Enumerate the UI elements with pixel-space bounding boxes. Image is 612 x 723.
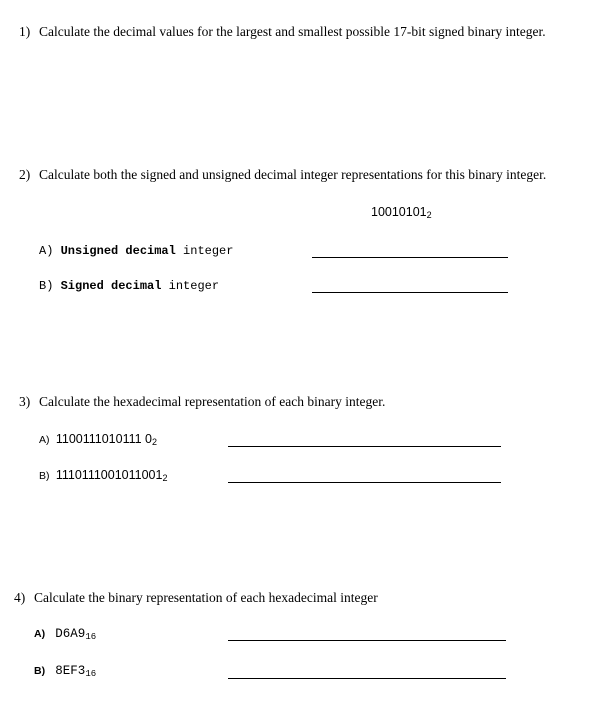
question-4a-base: 16: [85, 632, 97, 642]
question-3b-value: 1110111001011001: [55, 468, 163, 482]
question-2b-word-decimal: decimal: [111, 279, 162, 293]
question-2-text: Calculate both the signed and unsigned decimal integer representations for this binary integer.: [39, 167, 547, 182]
question-1: [19, 24, 546, 40]
question-2b-prefix: B): [39, 279, 54, 293]
question-2-number: 2): [19, 167, 31, 182]
question-2b-word-integer: integer: [168, 279, 220, 293]
question-2a-word-decimal: decimal: [125, 244, 176, 258]
question-2-binary-value: [371, 205, 432, 219]
question-2b-word-signed: Signed: [60, 279, 104, 293]
question-3b-answer-line[interactable]: [228, 482, 501, 483]
question-2b-label: [39, 279, 219, 293]
question-3b-base: 2: [162, 473, 168, 483]
question-1-number: 1): [19, 24, 31, 39]
question-2a-word-unsigned: Unsigned: [60, 244, 119, 258]
question-4b-prefix: B): [34, 665, 46, 677]
question-3a-base: 2: [152, 437, 158, 447]
question-2-base: 2: [426, 210, 432, 220]
question-4a-prefix: A): [34, 628, 46, 640]
question-3: [19, 394, 385, 410]
question-1-text: Calculate the decimal values for the largest and smallest possible 17-bit signed binary integer.: [39, 24, 546, 39]
question-2a-answer-line[interactable]: [312, 257, 508, 258]
question-4a-value: D6A9: [55, 627, 86, 641]
question-4-text: Calculate the binary representation of each hexadecimal integer: [34, 590, 378, 605]
question-3-text: Calculate the hexadecimal representation of each binary integer.: [39, 394, 386, 409]
question-4a-label: [34, 627, 96, 641]
question-4a-answer-line[interactable]: [228, 640, 506, 641]
question-3b-label: [39, 468, 167, 482]
question-2: [19, 167, 546, 183]
question-4b-label: [34, 664, 96, 678]
question-3a-value: 1100111010111 0: [55, 432, 153, 446]
question-4: [14, 590, 378, 606]
question-2a-label: [39, 244, 233, 258]
question-3a-answer-line[interactable]: [228, 446, 501, 447]
question-4b-answer-line[interactable]: [228, 678, 506, 679]
question-2b-answer-line[interactable]: [312, 292, 508, 293]
question-4-number: 4): [14, 590, 26, 605]
question-3a-prefix: A): [39, 434, 50, 446]
question-3a-label: [39, 432, 157, 446]
question-2a-word-integer: integer: [183, 244, 234, 258]
question-4b-base: 16: [85, 669, 97, 679]
question-3b-prefix: B): [39, 470, 50, 482]
question-3-number: 3): [19, 394, 31, 409]
question-2-value: 10010101: [371, 205, 427, 219]
question-2a-prefix: A): [39, 244, 54, 258]
question-4b-value: 8EF3: [55, 664, 86, 678]
